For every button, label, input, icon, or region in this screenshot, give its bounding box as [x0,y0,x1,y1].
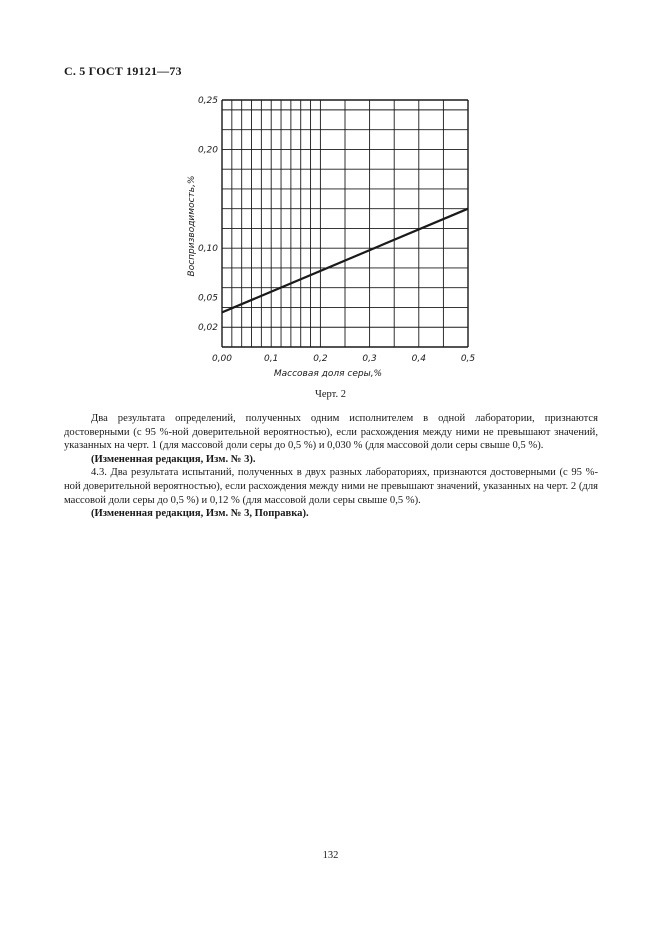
amendment-note: (Измененная редакция, Изм. № 3). [91,453,256,465]
x-tick-label: 0,4 [411,354,426,364]
x-tick-label: 0,5 [460,354,476,364]
y-axis-label: Воспризводимость,% [187,175,197,277]
y-tick-label: 0,02 [197,323,218,334]
y-axis-ticks [198,96,218,333]
x-tick-label: 0,00 [211,354,233,364]
y-tick-label: 0,20 [197,145,218,156]
paragraph-repeatability: Два результата определений, полученных одним исполнителем в одной лаборатории, признаются достоверными (с 95 %-ной доверительной вероятностью), если расхождения между ними не превышают значений, указанных на черт. 1 (для массовой доли серы до 0,5 %) и 0,030 % (для массовой доли серы свыше 0,5 %). [64,413,598,452]
paragraph-4-3: 4.3. Два результата испытаний, полученных в двух разных лабораториях, признаются достоверными (с 95 %-ной доверительной вероятностью), если расхождения между ними не превышают значений, указанных на черт. 2 (для массовой доли серы до 0,5 %) и 0,12 % (для массовой доли серы свыше 0,5 %). [64,467,598,506]
figure-caption: Черт. 2 [315,389,346,400]
page-number: 132 [322,850,339,861]
document-header: С. 5 ГОСТ 19121—73 [64,64,182,78]
y-tick-label: 0,25 [197,96,218,106]
reproducibility-chart [0,0,661,400]
body-text [64,412,598,521]
amendment-note: (Измененная редакция, Изм. № 3, Поправка). [91,508,309,520]
y-tick-label: 0,05 [197,293,218,304]
x-axis-ticks [212,354,475,364]
y-tick-label: 0,10 [197,244,218,255]
x-tick-label: 0,2 [313,354,328,364]
x-tick-label: 0,3 [362,354,377,364]
x-axis-label: Массовая доля серы,% [273,369,383,379]
x-tick-label: 0,1 [264,354,279,364]
